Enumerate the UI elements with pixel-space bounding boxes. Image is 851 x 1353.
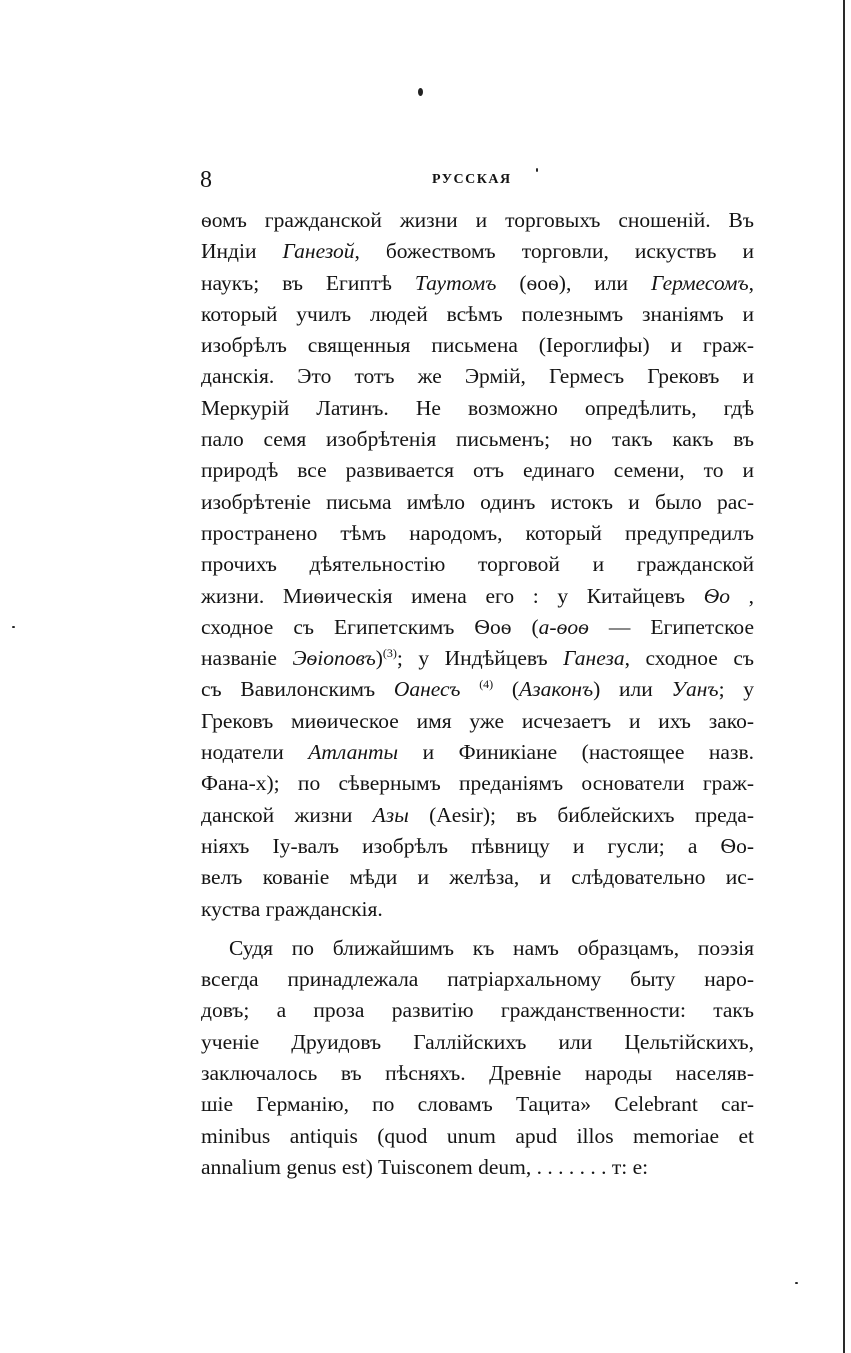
text-line [201, 455, 754, 486]
text-run: жизни. Миѳическія имена его : у Китайцевъ [201, 583, 704, 608]
text-run: Индіи [201, 239, 283, 264]
ink-speck [795, 1282, 798, 1284]
text-run: довъ; а проза развитію гражданственности: такъ [201, 998, 754, 1023]
text-line [201, 236, 754, 267]
text-line [201, 862, 754, 893]
text-run: сходное съ Египетскимъ Ѳоѳ ( [201, 614, 539, 639]
text-run: куства гражданскія. [201, 896, 383, 921]
ink-speck [536, 168, 538, 172]
italic-term: Атланты [308, 740, 399, 765]
text-run: — Египетское [588, 614, 754, 639]
italic-term: Ѳо [703, 583, 730, 608]
text-line [201, 330, 754, 361]
text-line [201, 1089, 754, 1120]
text-line [201, 1121, 754, 1152]
text-run: minibus antiquis (quod unum apud illos memoriae et [201, 1123, 754, 1148]
text-line [201, 1058, 754, 1089]
italic-term: Азы [372, 802, 409, 827]
text-line [201, 706, 754, 737]
text-run: данской жизни [201, 802, 373, 827]
text-run: велъ кованіе мѣди и желѣза, и слѣдовательно ис- [201, 865, 754, 890]
text-run: Меркурій Латинъ. Не возможно опредѣлить, гдѣ [201, 395, 754, 420]
text-line [201, 768, 754, 799]
text-run: ) [375, 646, 383, 671]
text-run: (ѳоѳ), или [496, 270, 652, 295]
text-line [201, 393, 754, 424]
text-line [201, 894, 754, 925]
running-title: РУССКАЯ [432, 172, 512, 187]
text-run: (Aesir); въ библейскихъ преда- [408, 802, 754, 827]
text-line [201, 964, 754, 995]
text-line [201, 933, 754, 964]
text-line [201, 1152, 754, 1183]
italic-term: Оанесъ [393, 677, 461, 702]
text-run: Грековъ миѳическое имя уже исчезаетъ и ихъ зако- [201, 708, 754, 733]
text-line [201, 612, 754, 643]
text-line [201, 643, 754, 674]
text-run: наукъ; въ Египтѣ [201, 270, 415, 295]
paragraph [201, 205, 754, 925]
text-run: ; у Индѣйцевъ [396, 646, 564, 671]
text-line [201, 737, 754, 768]
page-number: 8 [200, 167, 212, 193]
text-line [201, 1027, 754, 1058]
text-line [201, 581, 754, 612]
text-run: annalium genus est) Tuisconem deum, . . . . . . . т: е: [201, 1154, 649, 1179]
text-line [201, 674, 754, 705]
text-run: ; у [718, 677, 755, 702]
text-run: заключалось въ пѣсняхъ. Древніе народы населяв- [201, 1061, 754, 1086]
text-run: прочихъ дѣятельностію торговой и гражданской [201, 552, 754, 577]
text-line [201, 549, 754, 580]
text-run: ѳомъ гражданской жизни и торговыхъ сношеній. Въ [201, 208, 754, 232]
text-line [201, 800, 754, 831]
italic-term: Таутомъ [414, 270, 497, 295]
italic-term: Эѳіоповъ [292, 646, 376, 671]
text-run: изобрѣтеніе письма имѣло одинъ истокъ и было рас- [201, 489, 754, 514]
text-run: шіе Германію, по словамъ Тацита» Celebrant car- [201, 1092, 754, 1117]
ink-speck [418, 88, 423, 96]
ink-speck [12, 626, 15, 628]
text-run: , божествомъ торговли, искуствъ и [354, 239, 754, 264]
italic-term: а-ѳоѳ [538, 614, 589, 639]
text-line [201, 299, 754, 330]
text-run: названіе [201, 646, 293, 671]
body-text [201, 205, 754, 1183]
italic-term: Гермесомъ [651, 270, 749, 295]
footnote-ref: (4) [479, 677, 494, 692]
text-line [201, 268, 754, 299]
text-run: съ Вавилонскимъ [201, 677, 394, 702]
text-line [201, 361, 754, 392]
text-run: ( [493, 677, 520, 702]
text-run: который училъ людей всѣмъ полезнымъ знаніямъ и [201, 301, 754, 326]
text-line [201, 995, 754, 1026]
text-run [460, 677, 479, 701]
text-run: пространено тѣмъ народомъ, который предупредилъ [201, 520, 754, 545]
text-run: всегда принадлежала патріархальному быту наро- [201, 967, 754, 992]
paragraph [201, 933, 754, 1183]
text-run: , [729, 583, 755, 608]
text-run: и Финикіане (настоящее назв. [398, 740, 754, 765]
text-run: ніяхъ Іу-валъ изобрѣлъ пѣвницу и гусли; а Ѳо- [201, 833, 754, 858]
text-run: , [748, 270, 755, 295]
text-run: природѣ все развивается отъ единаго семени, то и [201, 458, 754, 483]
page-edge-line [843, 0, 845, 1353]
text-run: пало семя изобрѣтенія письменъ; но такъ какъ въ [201, 427, 754, 452]
text-run: Судя по ближайшимъ къ намъ образцамъ, поэзія [229, 935, 754, 960]
text-line [201, 205, 754, 236]
text-run: изобрѣлъ священныя письмена (Іероглифы) и граж- [201, 333, 754, 358]
text-line [201, 424, 754, 455]
text-line [201, 831, 754, 862]
footnote-ref: (3) [382, 646, 397, 660]
italic-term: Азаконъ [519, 677, 594, 702]
italic-term: Ганезой [282, 239, 355, 264]
text-run: ) или [593, 677, 672, 702]
text-run: , сходное съ [624, 646, 754, 671]
text-line [201, 487, 754, 518]
text-run: данскія. Это тотъ же Эрмій, Гермесъ Грековъ и [201, 364, 754, 389]
italic-term: Ганеза [563, 646, 625, 671]
text-run: ученіе Друидовъ Галлійскихъ или Цельтійскихъ, [201, 1029, 754, 1054]
italic-term: Уанъ [671, 677, 719, 702]
text-line [201, 518, 754, 549]
text-run: Фана-х); по сѣвернымъ преданіямъ основатели граж- [201, 771, 754, 796]
text-run: нодатели [201, 740, 309, 765]
